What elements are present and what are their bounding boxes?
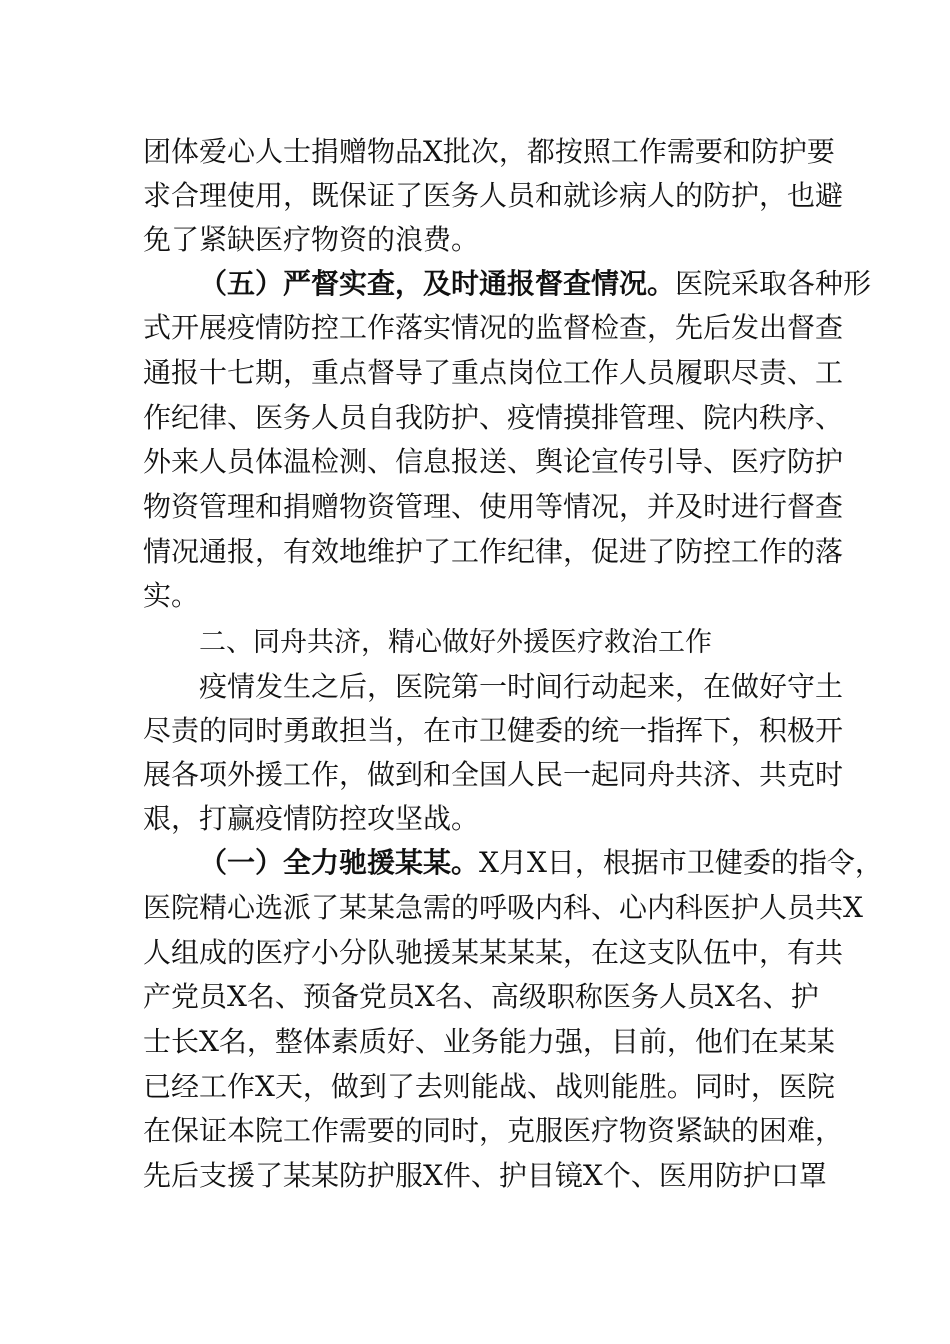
section-one-text: X月X日，根据市卫健委的指令， [479,846,883,879]
text-line: 产党员X名、预备党员X名、高级职称医务人员X名、护 [143,980,819,1013]
text-line: 作纪律、医务人员自我防护、疫情摸排管理、院内秩序、 [143,401,844,434]
text-line: 艰，打赢疫情防控攻坚战。 [143,802,480,835]
text-line: 先后支援了某某防护服X件、护目镜X个、医用防护口罩 [143,1159,827,1192]
section-one-first-line [199,840,883,886]
text-line: 医院精心选派了某某急需的呼吸内科、心内科医护人员共X [143,891,863,924]
text-line: 团体爱心人士捐赠物品X批次，都按照工作需要和防护要 [143,135,835,168]
section-one-heading: （一）全力驰援某某。 [199,846,480,879]
text-line: 人组成的医疗小分队驰援某某某某，在这支队伍中，有共 [143,936,844,969]
section-five-heading: （五）严督实查，及时通报督查情况。 [199,267,676,300]
text-line: 尽责的同时勇敢担当，在市卫健委的统一指挥下，积极开 [143,714,844,747]
text-line: 已经工作X天，做到了去则能战、战则能胜。同时，医院 [143,1070,835,1103]
text-line: 式开展疫情防控工作落实情况的监督检查，先后发出督查 [143,311,844,344]
text-line: 士长X名，整体素质好、业务能力强，目前，他们在某某 [143,1025,835,1058]
text-line: 通报十七期，重点督导了重点岗位工作人员履职尽责、工 [143,356,844,389]
text-line: 疫情发生之后，医院第一时间行动起来，在做好守土 [199,670,844,703]
section-five-first-line [199,261,872,307]
text-line: 展各项外援工作，做到和全国人民一起同舟共济、共克时 [143,758,844,791]
section-five-text: 医院采取各种形 [675,267,872,300]
text-line: 外来人员体温检测、信息报送、舆论宣传引导、医疗防护 [143,445,844,478]
text-line: 实。 [143,579,200,612]
text-line: 在保证本院工作需要的同时，克服医疗物资紧缺的困难， [143,1114,844,1147]
text-line: 物资管理和捐赠物资管理、使用等情况，并及时进行督查 [143,490,844,523]
text-line: 免了紧缺医疗物资的浪费。 [143,223,480,256]
text-line: 情况通报，有效地维护了工作纪律，促进了防控工作的落 [143,535,844,568]
part-two-heading: 二、同舟共济，精心做好外援医疗救治工作 [199,627,712,658]
text-line: 求合理使用，既保证了医务人员和就诊病人的防护，也避 [143,179,844,212]
